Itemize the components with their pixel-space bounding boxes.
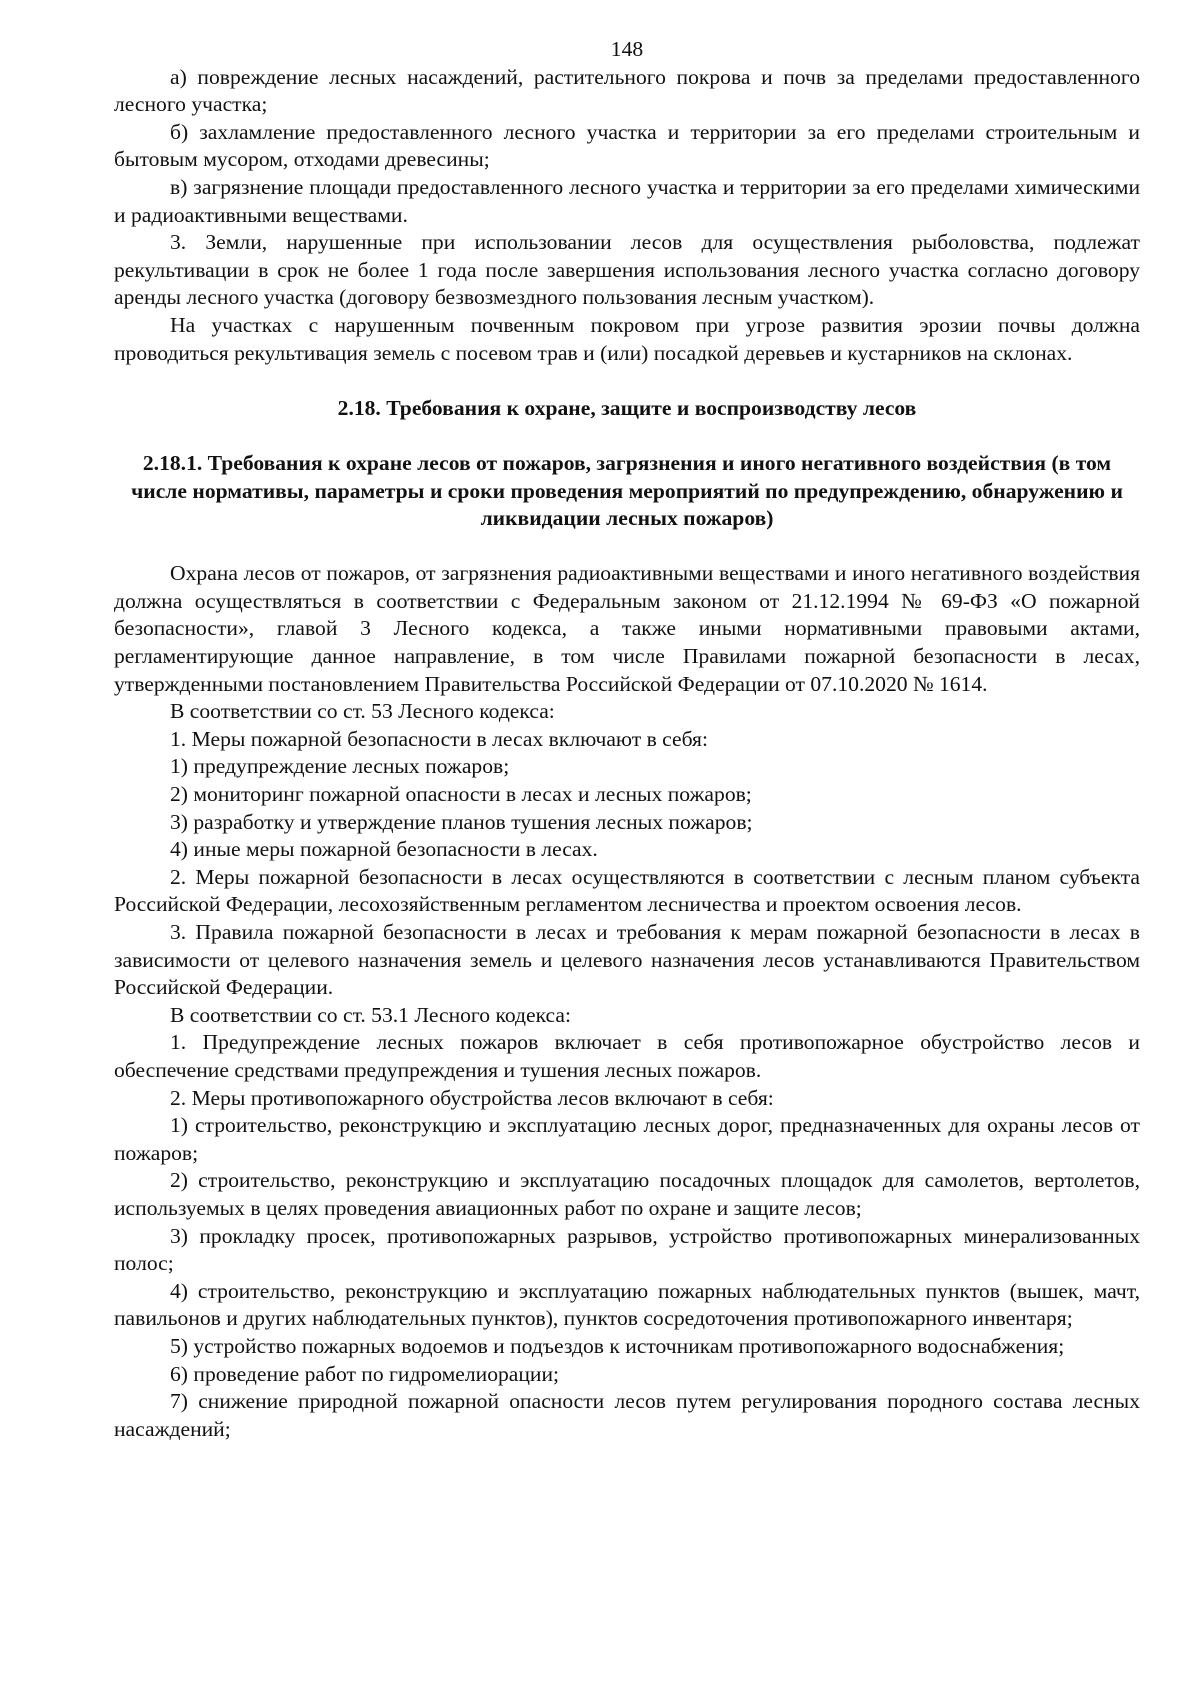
list-item: 1. Предупреждение лесных пожаров включает в себя противопожарное обустройство лесов и обеспечение средствами предупреждения и тушения лесных пожаров. bbox=[114, 1030, 1140, 1082]
spacer bbox=[114, 422, 1140, 450]
page-number: 148 bbox=[610, 37, 644, 61]
paragraph: б) захламление предоставленного лесного участка и территории за его пределами строительным и бытовым мусором, отходами древесины; bbox=[114, 119, 1140, 172]
list-item: 6) проведение работ по гидромелиорации; bbox=[170, 1361, 560, 1386]
document-page bbox=[114, 36, 1140, 1443]
paragraph: В соответствии со ст. 53.1 Лесного кодекса: bbox=[170, 1002, 571, 1027]
list-item: 2) строительство, реконструкцию и эксплуатацию посадочных площадок для самолетов, вертолетов, используемых в целях проведения авиационных работ по охране и защите лесов; bbox=[114, 1168, 1140, 1220]
list-item: 1) предупреждение лесных пожаров; bbox=[170, 754, 510, 779]
paragraph: На участках с нарушенным почвенным покровом при угрозе развития эрозии почвы должна проводиться рекультивация земель с посевом трав и (или) посадкой деревьев и кустарников на склонах. bbox=[114, 312, 1140, 365]
spacer bbox=[114, 533, 1140, 561]
list-item: 3. Правила пожарной безопасности в лесах и требования к мерам пожарной безопасности в лесах в зависимости от целевого назначения земель и целевого назначения лесов устанавливаются Правительством Российской Федерации. bbox=[114, 920, 1140, 1000]
list-item: 7) снижение природной пожарной опасности лесов путем регулирования породного состава лесных насаждений; bbox=[114, 1389, 1140, 1441]
list-item: 4) строительство, реконструкцию и эксплуатацию пожарных наблюдательных пунктов (вышек, мачт, павильонов и других наблюдательных пунктов), пунктов сосредоточения противопожарного инвентаря; bbox=[114, 1278, 1140, 1331]
list-item: 3) прокладку просек, противопожарных разрывов, устройство противопожарных минерализованных полос; bbox=[114, 1223, 1140, 1276]
list-item: 5) устройство пожарных водоемов и подъездов к источникам противопожарного водоснабжения; bbox=[170, 1333, 1065, 1358]
paragraph: а) повреждение лесных насаждений, растительного покрова и почв за пределами предоставленного лесного участка; bbox=[114, 64, 1140, 117]
list-item: 2. Меры пожарной безопасности в лесах осуществляются в соответствии с лесным планом субъекта Российской Федерации, лесохозяйственным регламентом лесничества и проектом освоения лесов. bbox=[114, 864, 1140, 917]
spacer bbox=[114, 367, 1140, 395]
list-item: 2. Меры противопожарного обустройства лесов включают в себя: bbox=[170, 1085, 774, 1110]
paragraph: в) загрязнение площади предоставленного лесного участка и территории за его пределами химическими и радиоактивными веществами. bbox=[114, 174, 1140, 227]
list-item: 2) мониторинг пожарной опасности в лесах и лесных пожаров; bbox=[170, 782, 752, 807]
list-item: 4) иные меры пожарной безопасности в лесах. bbox=[170, 837, 598, 862]
paragraph: 3. Земли, нарушенные при использовании лесов для осуществления рыболовства, подлежат рекультивации в срок не более 1 года после завершения использования лесного участка согласно договору аренды лесного участка (договору безвозмездного пользования лесным участком). bbox=[114, 230, 1140, 310]
list-item: 1) строительство, реконструкцию и эксплуатацию лесных дорог, предназначенных для охраны лесов от пожаров; bbox=[114, 1113, 1140, 1165]
list-item: 3) разработку и утверждение планов тушения лесных пожаров; bbox=[170, 809, 753, 834]
subsection-heading: 2.18.1. Требования к охране лесов от пожаров, загрязнения и иного негативного воздействия (в том числе нормативы, параметры и сроки проведения мероприятий по предупреждению, обнаружению и ликвидации лесных пожаров) bbox=[131, 450, 1123, 531]
list-item: 1. Меры пожарной безопасности в лесах включают в себя: bbox=[170, 726, 708, 751]
section-heading: 2.18. Требования к охране, защите и воспроизводству лесов bbox=[337, 395, 917, 420]
paragraph: Охрана лесов от пожаров, от загрязнения радиоактивными веществами и иного негативного воздействия должна осуществляться в соответствии с Федеральным законом от 21.12.1994 № 69-ФЗ «О пожарной безопасности», главой 3 Лесного кодекса, а также иными нормативными правовыми актами, регламентирующие данное направление, в том числе Правилами пожарной безопасности в лесах, утвержденными постановлением Правительства Российской Федерации от 07.10.2020 № 1614. bbox=[114, 561, 1140, 696]
paragraph: В соответствии со ст. 53 Лесного кодекса: bbox=[170, 699, 555, 724]
